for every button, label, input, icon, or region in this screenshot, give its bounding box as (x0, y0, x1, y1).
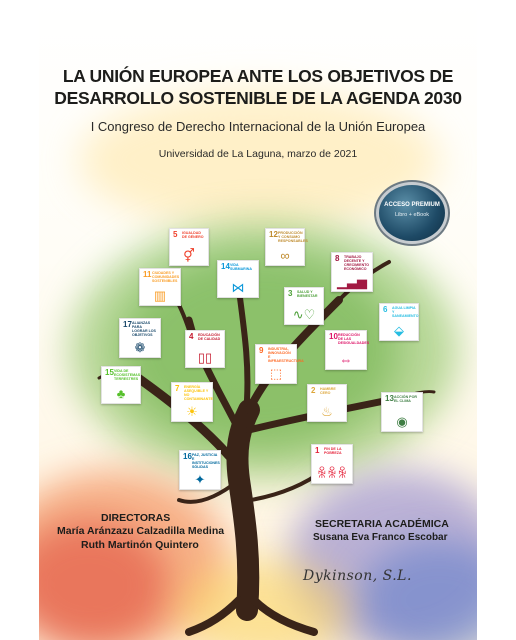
book-cover (39, 0, 477, 640)
sun-icon: ☀ (186, 404, 198, 419)
sdg-label: REDUCCIÓN DE LAS DESIGUALDADES (338, 333, 370, 345)
sdg-number: 15 (105, 368, 114, 377)
place-date: Universidad de La Laguna, marzo de 2021 (158, 148, 358, 160)
sdg-number: 14 (221, 262, 230, 271)
premium-access-badge (379, 185, 445, 241)
sdg-number: 1 (315, 446, 320, 455)
sdg-tile-1 (311, 444, 353, 484)
sdg-label: FIN DE LA POBREZA (324, 447, 342, 455)
water-glass-icon: ⬙ (394, 323, 404, 338)
sdg-number: 4 (189, 332, 194, 341)
sdg-label: VIDA DE ECOSISTEMAS TERRESTRES (114, 369, 141, 381)
title-line-2: DESARROLLO SOSTENIBLE DE LA AGENDA 2030 (54, 88, 462, 108)
heartbeat-icon: ∿♡ (292, 307, 316, 322)
sdg-label: TRABAJO DECENTE Y CRECIMIENTO ECONÓMICO (344, 255, 370, 271)
sdg-label: ALIANZAS PARA LOGRAR LOS OBJETIVOS (132, 321, 156, 337)
title-line-1: LA UNIÓN EUROPEA ANTE LOS OBJETIVOS DE (62, 66, 454, 86)
sdg-number: 10 (329, 332, 338, 341)
equality-icon: ⇔ (339, 352, 353, 367)
sdg-number: 17 (123, 320, 132, 329)
dove-icon: ✦ (194, 472, 206, 487)
sdg-tile-10 (325, 330, 370, 370)
sdg-label: AGUA LIMPIA Y SANEAMIENTO (392, 306, 419, 318)
director-name-1: María Aránzazu Calzadilla Medina (57, 525, 225, 537)
directors-heading: DIRECTORAS (101, 512, 171, 524)
publisher-logo: Dykinson, S.L. (303, 568, 412, 584)
sdg-label: EDUCACIÓN DE CALIDAD (198, 333, 221, 341)
secretary-heading: SECRETARIA ACADÉMICA (315, 518, 449, 530)
book-title (39, 65, 477, 109)
sdg-tile-16 (179, 450, 221, 490)
sdg-tile-4 (185, 330, 225, 368)
gender-icon: ⚥ (183, 248, 195, 263)
sdg-tile-6 (379, 303, 419, 341)
sdg-tile-13 (381, 392, 423, 432)
sdg-number: 11 (143, 270, 152, 279)
sdg-label: HAMBRE CERO (320, 387, 336, 395)
sdg-label: PRODUCCIÓN Y CONSUMO RESPONSABLES (278, 231, 308, 243)
sdg-number: 9 (259, 346, 264, 355)
sdg-number: 7 (175, 384, 180, 393)
sdg-tile-9 (255, 344, 304, 384)
sdg-label: INDUSTRIA, INNOVACIÓN E INFRAESTRUCTURA (268, 347, 304, 363)
badge-line-2: Libro + eBook (394, 212, 430, 218)
sdg-label: CIUDADES Y COMUNIDADES SOSTENIBLES (152, 271, 180, 283)
sdg-label: IGUALDAD DE GÉNERO (182, 231, 204, 239)
sdg-tile-15 (101, 366, 141, 404)
book-icon: ▯▯ (197, 350, 213, 365)
sdg-number: 12 (269, 230, 278, 239)
city-icon: ▥ (153, 288, 167, 303)
sdg-number: 2 (311, 386, 316, 395)
sdg-label: VIDA SUBMARINA (230, 263, 252, 271)
sdg-label: SALUD Y BIENESTAR (297, 290, 318, 298)
partnership-icon: ❁ (134, 340, 146, 355)
secretary-name: Susana Eva Franco Escobar (313, 532, 448, 543)
badge-line-1: ACCESO PREMIUM (384, 202, 440, 208)
sdg-tile-17 (119, 318, 161, 358)
director-name-2: Ruth Martinón Quintero (81, 539, 199, 551)
sdg-number: 16 (183, 452, 192, 461)
growth-chart-icon: ▁▃▅ (337, 274, 367, 289)
food-bowl-icon: ♨ (321, 404, 333, 419)
infinity-icon: ∞ (280, 248, 290, 263)
sdg-number: 5 (173, 230, 178, 239)
sdg-tile-14 (217, 260, 259, 298)
sdg-tile-7 (171, 382, 213, 422)
sdg-tile-3 (284, 287, 324, 325)
earth-eye-icon: ◉ (396, 414, 408, 429)
tree-icon: ♣ (116, 386, 126, 401)
sdg-tile-2 (307, 384, 347, 422)
sdg-tile-11 (139, 268, 181, 306)
sdg-number: 3 (288, 289, 293, 298)
sdg-tile-5 (169, 228, 209, 266)
sdg-tile-12 (265, 228, 308, 266)
family-icon: ꆜꆜꆜ (316, 466, 348, 481)
sdg-label: PAZ, JUSTICIA E INSTITUCIONES SÓLIDAS (192, 453, 220, 469)
sdg-number: 6 (383, 305, 388, 314)
book-subtitle: I Congreso de Derecho Internacional de la Unión Europea (90, 119, 426, 134)
sdg-label: ACCIÓN POR EL CLIMA (394, 395, 417, 403)
sdg-tile-8 (331, 252, 373, 292)
sdg-label: ENERGÍA ASEQUIBLE Y NO CONTAMINANTE (184, 385, 213, 401)
sdg-number: 13 (385, 394, 394, 403)
cubes-icon: ⬚ (269, 366, 283, 381)
fish-icon: ⋈ (231, 280, 245, 295)
sdg-number: 8 (335, 254, 340, 263)
